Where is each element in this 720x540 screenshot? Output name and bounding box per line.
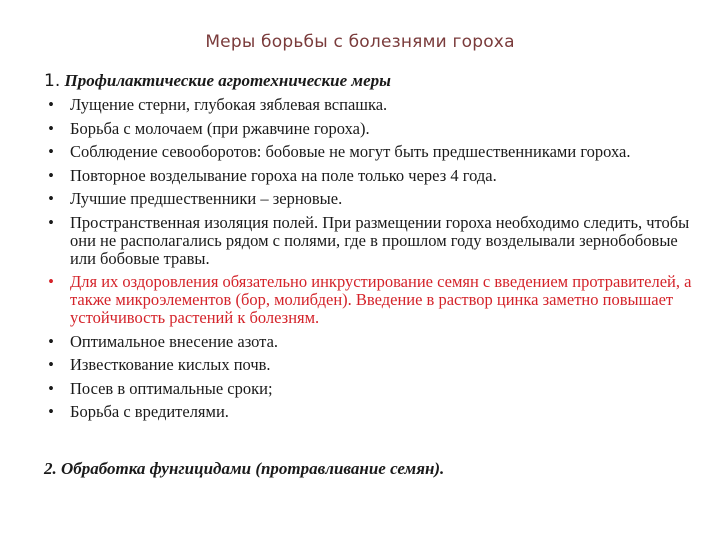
list-item-text: Борьба с вредителями. [70,402,229,421]
list-item [44,380,694,398]
list-item-text: Повторное возделывание гороха на поле только через 4 года. [70,165,497,185]
list-item-text: Пространственная изоляция полей. При размещении гороха необходимо следить, чтобы они не располагались рядом с полями, где в прошлом году возделывали зернобобовые или бобовые травы. [70,212,690,268]
section-2-text: Обработка фунгицидами (протравливание семян). [61,459,445,478]
bullet-icon: • [48,378,54,398]
bullet-icon: • [48,142,54,161]
bullet-icon: • [48,272,54,291]
list-item-text: Борьба с молочаем (при ржавчине гороха). [70,118,370,138]
list-item-text: Для их оздоровления обязательно инкрустирование семян с введением протравителей, а также микроэлементов (бор, молибден). Введение в раствор цинка заметно повышает устойчивость растений к болезням. [70,272,692,327]
list-item-text: Лучшие предшественники – зерновые. [70,189,343,208]
bullet-icon: • [48,212,54,232]
list-item-text: Лущение стерни, глубокая зяблевая вспашка. [70,95,388,114]
bullet-icon: • [48,331,54,351]
list-item-text: Соблюдение севооборотов: бобовые не могут быть предшественниками гороха. [70,142,631,161]
list-item [44,403,694,421]
section-2-heading [44,459,444,479]
list-item [44,120,694,138]
list-item [44,333,694,351]
list-item-text: Оптимальное внесение азота. [70,331,279,351]
bullet-icon: • [48,189,54,208]
list-item [44,190,694,208]
bullet-icon: • [48,118,54,138]
section-1-heading [44,71,391,91]
section-1-number: 1. [44,71,61,91]
section-1-text: Профилактические агротехнические меры [64,71,391,90]
slide-title: Меры борьбы с болезнями гороха [205,32,515,52]
bullet-icon: • [48,95,54,114]
list-item-text: Известкование кислых почв. [70,355,271,374]
list-item-highlighted [44,273,694,327]
bullet-icon: • [48,165,54,185]
bullet-icon: • [48,402,54,421]
list-item [44,356,694,374]
list-item [44,167,694,185]
measures-list [44,96,694,427]
list-item [44,143,694,161]
list-item [44,96,694,114]
bullet-icon: • [48,355,54,374]
section-2-number: 2. [44,459,57,478]
list-item [44,214,694,268]
list-item-text: Посев в оптимальные сроки; [70,378,273,398]
